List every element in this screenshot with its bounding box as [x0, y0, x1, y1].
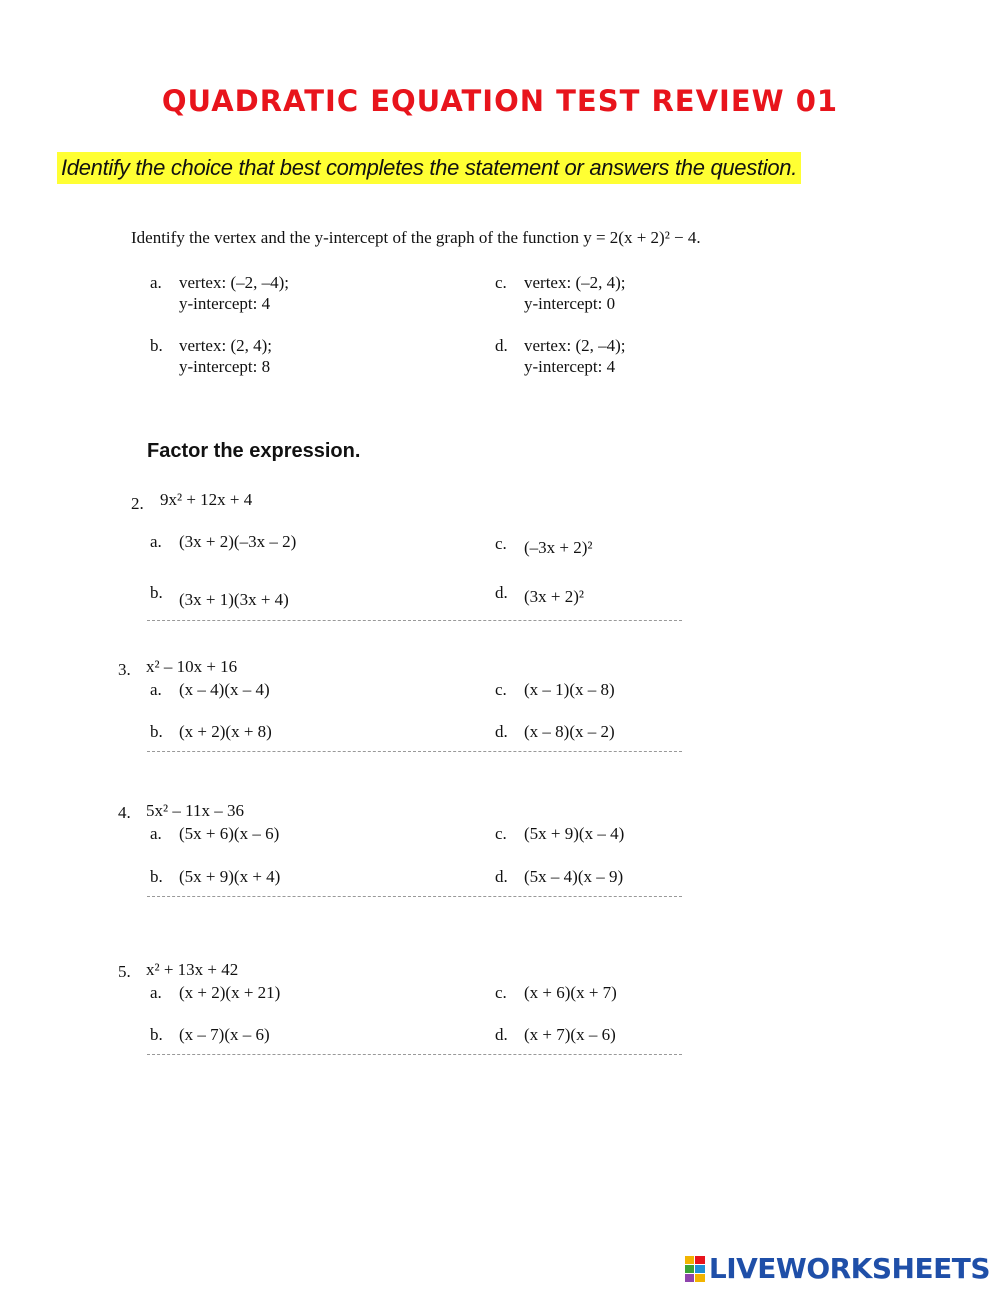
divider: [147, 620, 682, 621]
option-label: c.: [495, 273, 507, 292]
option-text: (x – 8)(x – 2): [524, 722, 615, 741]
option-text: (3x + 1)(3x + 4): [179, 590, 289, 609]
option-text: (5x + 6)(x – 6): [179, 824, 280, 843]
option-label: b.: [150, 1025, 163, 1044]
q5-option-c[interactable]: [495, 982, 815, 1006]
option-text: (x + 7)(x – 6): [524, 1025, 616, 1044]
q1-option-a[interactable]: [150, 272, 480, 316]
option-label: c.: [495, 983, 507, 1002]
question-1: [131, 228, 701, 248]
brand-name: LIVEWORKSHEETS: [708, 1252, 990, 1285]
q4-option-b[interactable]: [150, 866, 470, 890]
q1-option-b[interactable]: [150, 335, 480, 379]
option-text: (5x – 4)(x – 9): [524, 867, 624, 886]
option-label: d.: [495, 722, 508, 741]
option-label: a.: [150, 824, 162, 843]
q5-option-a[interactable]: [150, 982, 470, 1006]
divider: [147, 1054, 682, 1055]
q4-option-c[interactable]: [495, 823, 815, 847]
option-label: c.: [495, 534, 507, 553]
q1-option-d[interactable]: [495, 335, 825, 379]
option-text: (x – 4)(x – 4): [179, 680, 270, 699]
option-label: c.: [495, 680, 507, 699]
option-text: y-intercept: 4: [179, 294, 271, 313]
section-heading: Factor the expression.: [147, 440, 361, 462]
instruction-banner: Identify the choice that best completes the statement or answers the question.: [57, 152, 801, 184]
option-text: y-intercept: 8: [179, 357, 271, 376]
q3-option-a[interactable]: [150, 679, 470, 703]
option-label: d.: [495, 336, 508, 355]
option-text: (3x + 2)²: [524, 587, 585, 606]
option-text: vertex: (2, –4);: [524, 336, 626, 355]
q3-option-b[interactable]: [150, 721, 470, 745]
option-label: a.: [150, 273, 162, 292]
question-5-expression: x² + 13x + 42: [146, 960, 239, 979]
option-text: y-intercept: 0: [524, 294, 616, 313]
q5-option-d[interactable]: [495, 1024, 815, 1048]
option-text: (x – 7)(x – 6): [179, 1025, 270, 1044]
question-2-number: 2.: [131, 494, 144, 513]
q2-option-c[interactable]: [495, 533, 815, 561]
option-label: a.: [150, 532, 162, 551]
option-label: d.: [495, 583, 508, 602]
question-3-expression: x² – 10x + 16: [146, 657, 238, 676]
page-title: QUADRATIC EQUATION TEST REVIEW 01: [161, 84, 839, 118]
q4-option-d[interactable]: [495, 866, 815, 890]
option-text: vertex: (–2, 4);: [524, 273, 626, 292]
question-1-text: Identify the vertex and the y-intercept of the graph of the function y = 2(x + 2)² − 4.: [131, 228, 701, 247]
divider: [147, 896, 682, 897]
option-label: c.: [495, 824, 507, 843]
q2-option-d[interactable]: [495, 582, 815, 610]
liveworksheets-logo[interactable]: [685, 1252, 990, 1285]
option-text: vertex: (–2, –4);: [179, 273, 289, 292]
option-label: b.: [150, 336, 163, 355]
question-5-number: 5.: [118, 962, 131, 981]
option-label: b.: [150, 583, 163, 602]
option-text: vertex: (2, 4);: [179, 336, 272, 355]
divider: [147, 751, 682, 752]
q1-option-c[interactable]: [495, 272, 825, 316]
question-4-expression: 5x² – 11x – 36: [146, 801, 244, 820]
q3-option-c[interactable]: [495, 679, 815, 703]
q3-option-d[interactable]: [495, 721, 815, 745]
option-text: (3x + 2)(–3x – 2): [179, 532, 297, 551]
option-text: (x + 6)(x + 7): [524, 983, 617, 1002]
option-label: b.: [150, 722, 163, 741]
option-text: (x – 1)(x – 8): [524, 680, 615, 699]
liveworksheets-logo-icon: [685, 1256, 705, 1282]
option-text: (x + 2)(x + 8): [179, 722, 272, 741]
q5-option-b[interactable]: [150, 1024, 470, 1048]
option-text: (x + 2)(x + 21): [179, 983, 281, 1002]
option-text: (–3x + 2)²: [524, 538, 593, 557]
option-label: b.: [150, 867, 163, 886]
q2-option-b[interactable]: [150, 582, 470, 610]
option-label: d.: [495, 1025, 508, 1044]
option-text: (5x + 9)(x + 4): [179, 867, 281, 886]
option-label: a.: [150, 983, 162, 1002]
option-label: a.: [150, 680, 162, 699]
q2-option-a[interactable]: [150, 531, 470, 555]
option-label: d.: [495, 867, 508, 886]
option-text: y-intercept: 4: [524, 357, 616, 376]
q4-option-a[interactable]: [150, 823, 470, 847]
question-2-expression: 9x² + 12x + 4: [160, 490, 253, 509]
question-3-number: 3.: [118, 660, 131, 679]
option-text: (5x + 9)(x – 4): [524, 824, 625, 843]
question-4-number: 4.: [118, 803, 131, 822]
